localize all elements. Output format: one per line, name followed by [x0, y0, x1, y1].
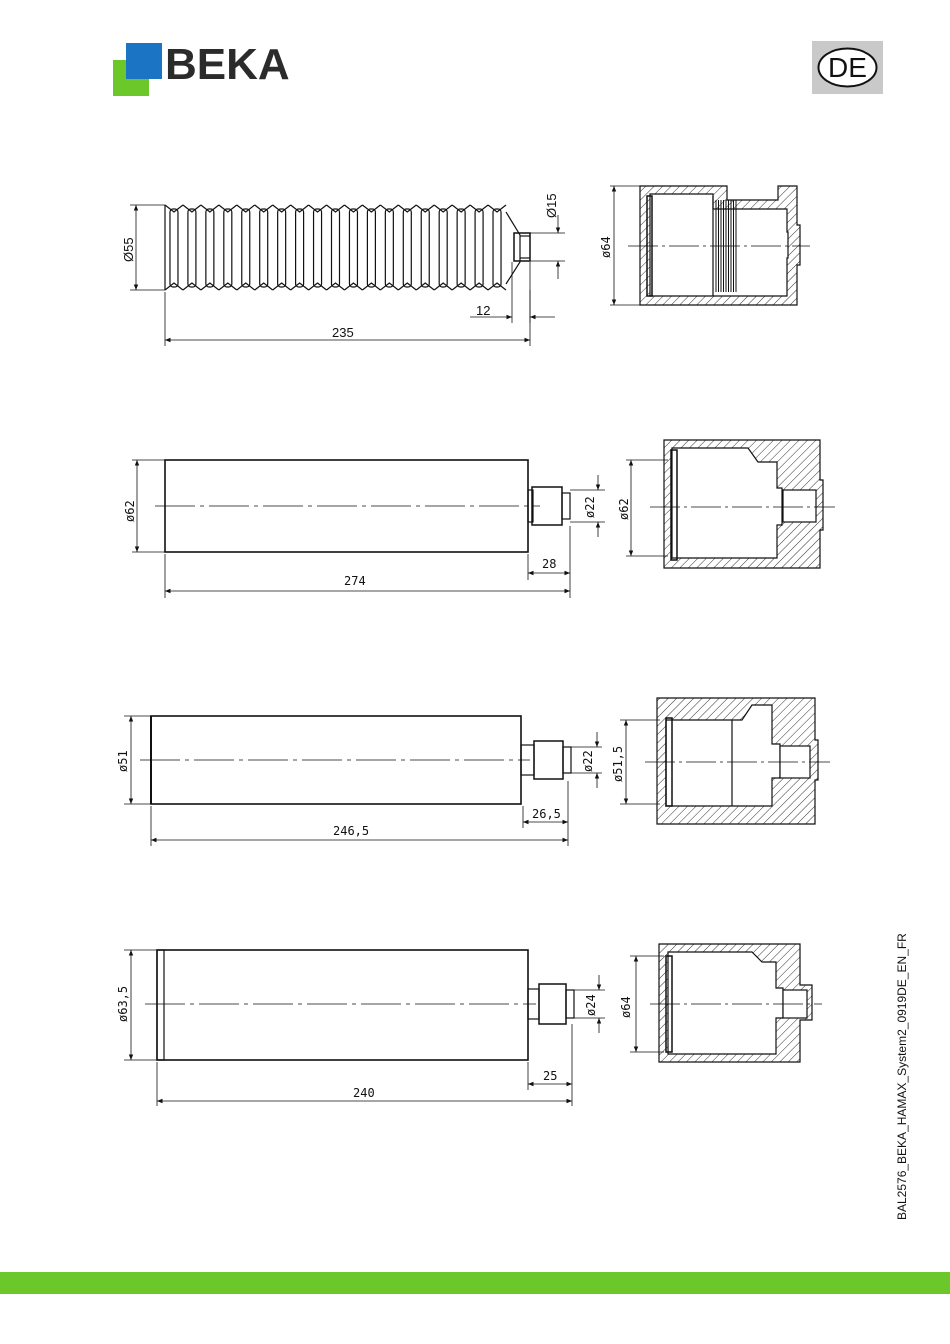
document-code: BAL2576_BEKA_HAMAX_System2_0919DE_EN_FR: [895, 933, 909, 1220]
dim-section-1-diameter: ø64: [599, 236, 613, 258]
dim-246-outlet-length: 26,5: [532, 807, 561, 821]
section-view-1: [610, 186, 810, 305]
footer-bar: [0, 1272, 950, 1294]
dim-bellows-total-length: 235: [332, 325, 354, 340]
dim-bellows-outlet-diameter: Ø15: [544, 193, 559, 218]
dim-bellows-diameter: Ø55: [121, 237, 136, 262]
dim-section-4-diameter: ø64: [619, 996, 633, 1018]
drawing-tube-cartridge-274: [132, 460, 605, 598]
dim-274-total-length: 274: [344, 574, 366, 588]
dim-section-2-diameter: ø62: [617, 498, 631, 520]
brand-name: BEKA: [165, 43, 290, 89]
dim-240-total-length: 240: [353, 1086, 375, 1100]
dim-246-outlet-diameter: ø22: [581, 750, 595, 772]
dim-bellows-outlet-length: 12: [476, 303, 491, 318]
language-badge-label: DE: [828, 52, 867, 83]
section-view-2: [626, 440, 835, 568]
dim-240-outlet-length: 25: [543, 1069, 558, 1083]
dim-246-diameter: ø51: [116, 750, 130, 772]
dim-246-total-length: 246,5: [333, 824, 370, 838]
dim-274-outlet-length: 28: [542, 557, 557, 571]
dim-240-diameter: ø63,5: [116, 985, 130, 1022]
drawing-tube-cartridge-240: [124, 950, 605, 1106]
dim-section-3-diameter: ø51,5: [611, 745, 625, 782]
dim-240-outlet-diameter: ø24: [584, 994, 598, 1016]
dim-274-outlet-diameter: ø22: [583, 496, 597, 518]
dim-274-diameter: ø62: [123, 500, 137, 522]
section-view-4: [630, 944, 822, 1062]
section-view-3: [620, 698, 830, 824]
bellows-folds: [165, 205, 506, 290]
